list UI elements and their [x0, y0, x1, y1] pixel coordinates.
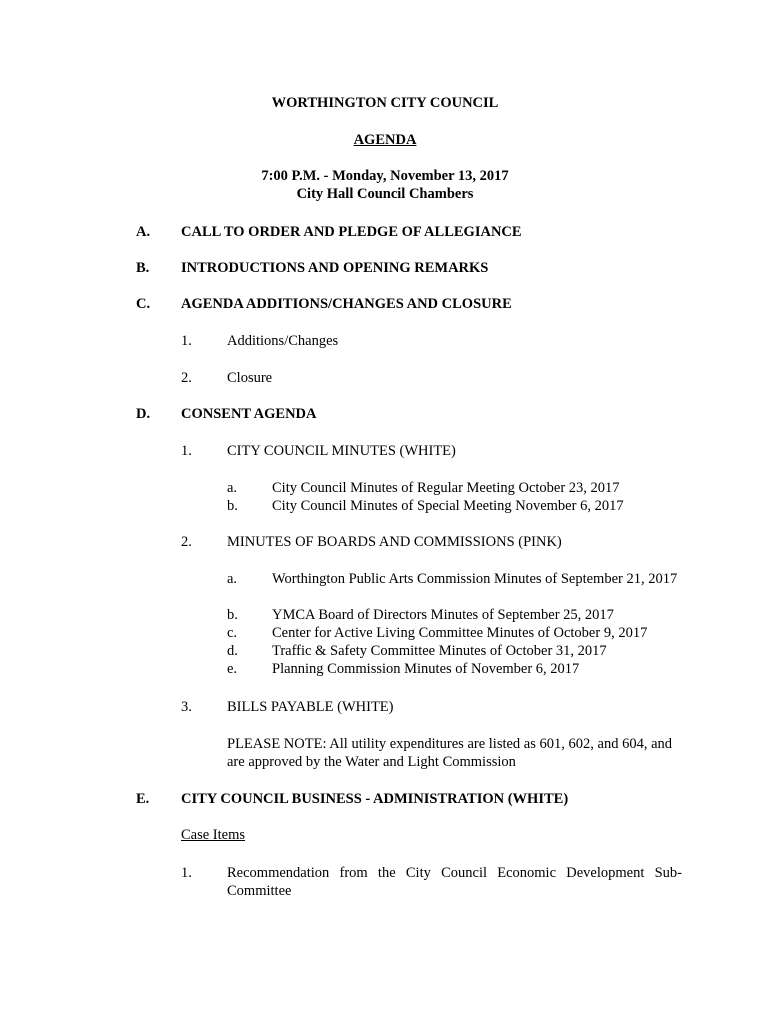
case-items-heading: Case Items	[181, 827, 246, 843]
c-item-2-num: 2.	[181, 370, 192, 386]
agenda-title	[0, 131, 770, 149]
c-item-2-text: Closure	[227, 370, 273, 386]
section-e-title: CITY COUNCIL BUSINESS - ADMINISTRATION (WHITE)	[181, 791, 569, 807]
section-b-letter: B.	[136, 260, 150, 276]
d2-sub-a-text: Worthington Public Arts Commission Minutes of September 21, 2017	[272, 571, 678, 587]
d1-sub-b-text: City Council Minutes of Special Meeting November 6, 2017	[272, 498, 624, 514]
org-title: WORTHINGTON CITY COUNCIL	[271, 95, 499, 111]
e-item-1-text: Recommendation from the City Council Economic Development Sub-Committee	[227, 865, 682, 899]
section-d-letter: D.	[136, 406, 151, 422]
c-item-1-text: Additions/Changes	[227, 333, 339, 349]
section-b-title: INTRODUCTIONS AND OPENING REMARKS	[181, 260, 489, 276]
d1-sub-a-text: City Council Minutes of Regular Meeting October 23, 2017	[272, 480, 620, 496]
meeting-location: City Hall Council Chambers	[296, 186, 474, 202]
section-a-letter: A.	[136, 224, 151, 240]
d2-sub-c-text: Center for Active Living Committee Minutes of October 9, 2017	[272, 625, 648, 641]
bills-payable-note: PLEASE NOTE: All utility expenditures are listed as 601, 602, and 604, and are approved by the Water and Light Commission	[227, 736, 673, 770]
d-item-2-num: 2.	[181, 534, 192, 550]
d2-sub-d-letter: d.	[227, 643, 238, 659]
section-e-letter: E.	[136, 791, 150, 807]
d-item-1-num: 1.	[181, 443, 192, 459]
d2-sub-b-text: YMCA Board of Directors Minutes of September 25, 2017	[272, 607, 614, 623]
d2-sub-e-text: Planning Commission Minutes of November 6, 2017	[272, 661, 580, 677]
section-c-letter: C.	[136, 296, 151, 312]
d2-sub-d-text: Traffic & Safety Committee Minutes of October 31, 2017	[272, 643, 607, 659]
section-a-title: CALL TO ORDER AND PLEDGE OF ALLEGIANCE	[181, 224, 522, 240]
section-c-title: AGENDA ADDITIONS/CHANGES AND CLOSURE	[181, 296, 512, 312]
d2-sub-c-letter: c.	[227, 625, 238, 641]
d-item-3-num: 3.	[181, 699, 192, 715]
agenda-title-text: AGENDA	[353, 132, 417, 148]
meeting-datetime: 7:00 P.M. - Monday, November 13, 2017	[261, 168, 509, 184]
d-item-1-text: CITY COUNCIL MINUTES (WHITE)	[227, 443, 456, 459]
c-item-1-num: 1.	[181, 333, 192, 349]
d2-sub-a-letter: a.	[227, 571, 238, 587]
d2-sub-e-letter: e.	[227, 661, 238, 677]
d-item-2-text: MINUTES OF BOARDS AND COMMISSIONS (PINK)	[227, 534, 562, 550]
d2-sub-b-letter: b.	[227, 607, 238, 623]
d1-sub-b-letter: b.	[227, 498, 238, 514]
section-d-title: CONSENT AGENDA	[181, 406, 317, 422]
d-item-3-text: BILLS PAYABLE (WHITE)	[227, 699, 394, 715]
e-item-1-num: 1.	[181, 865, 192, 881]
d1-sub-a-letter: a.	[227, 480, 238, 496]
